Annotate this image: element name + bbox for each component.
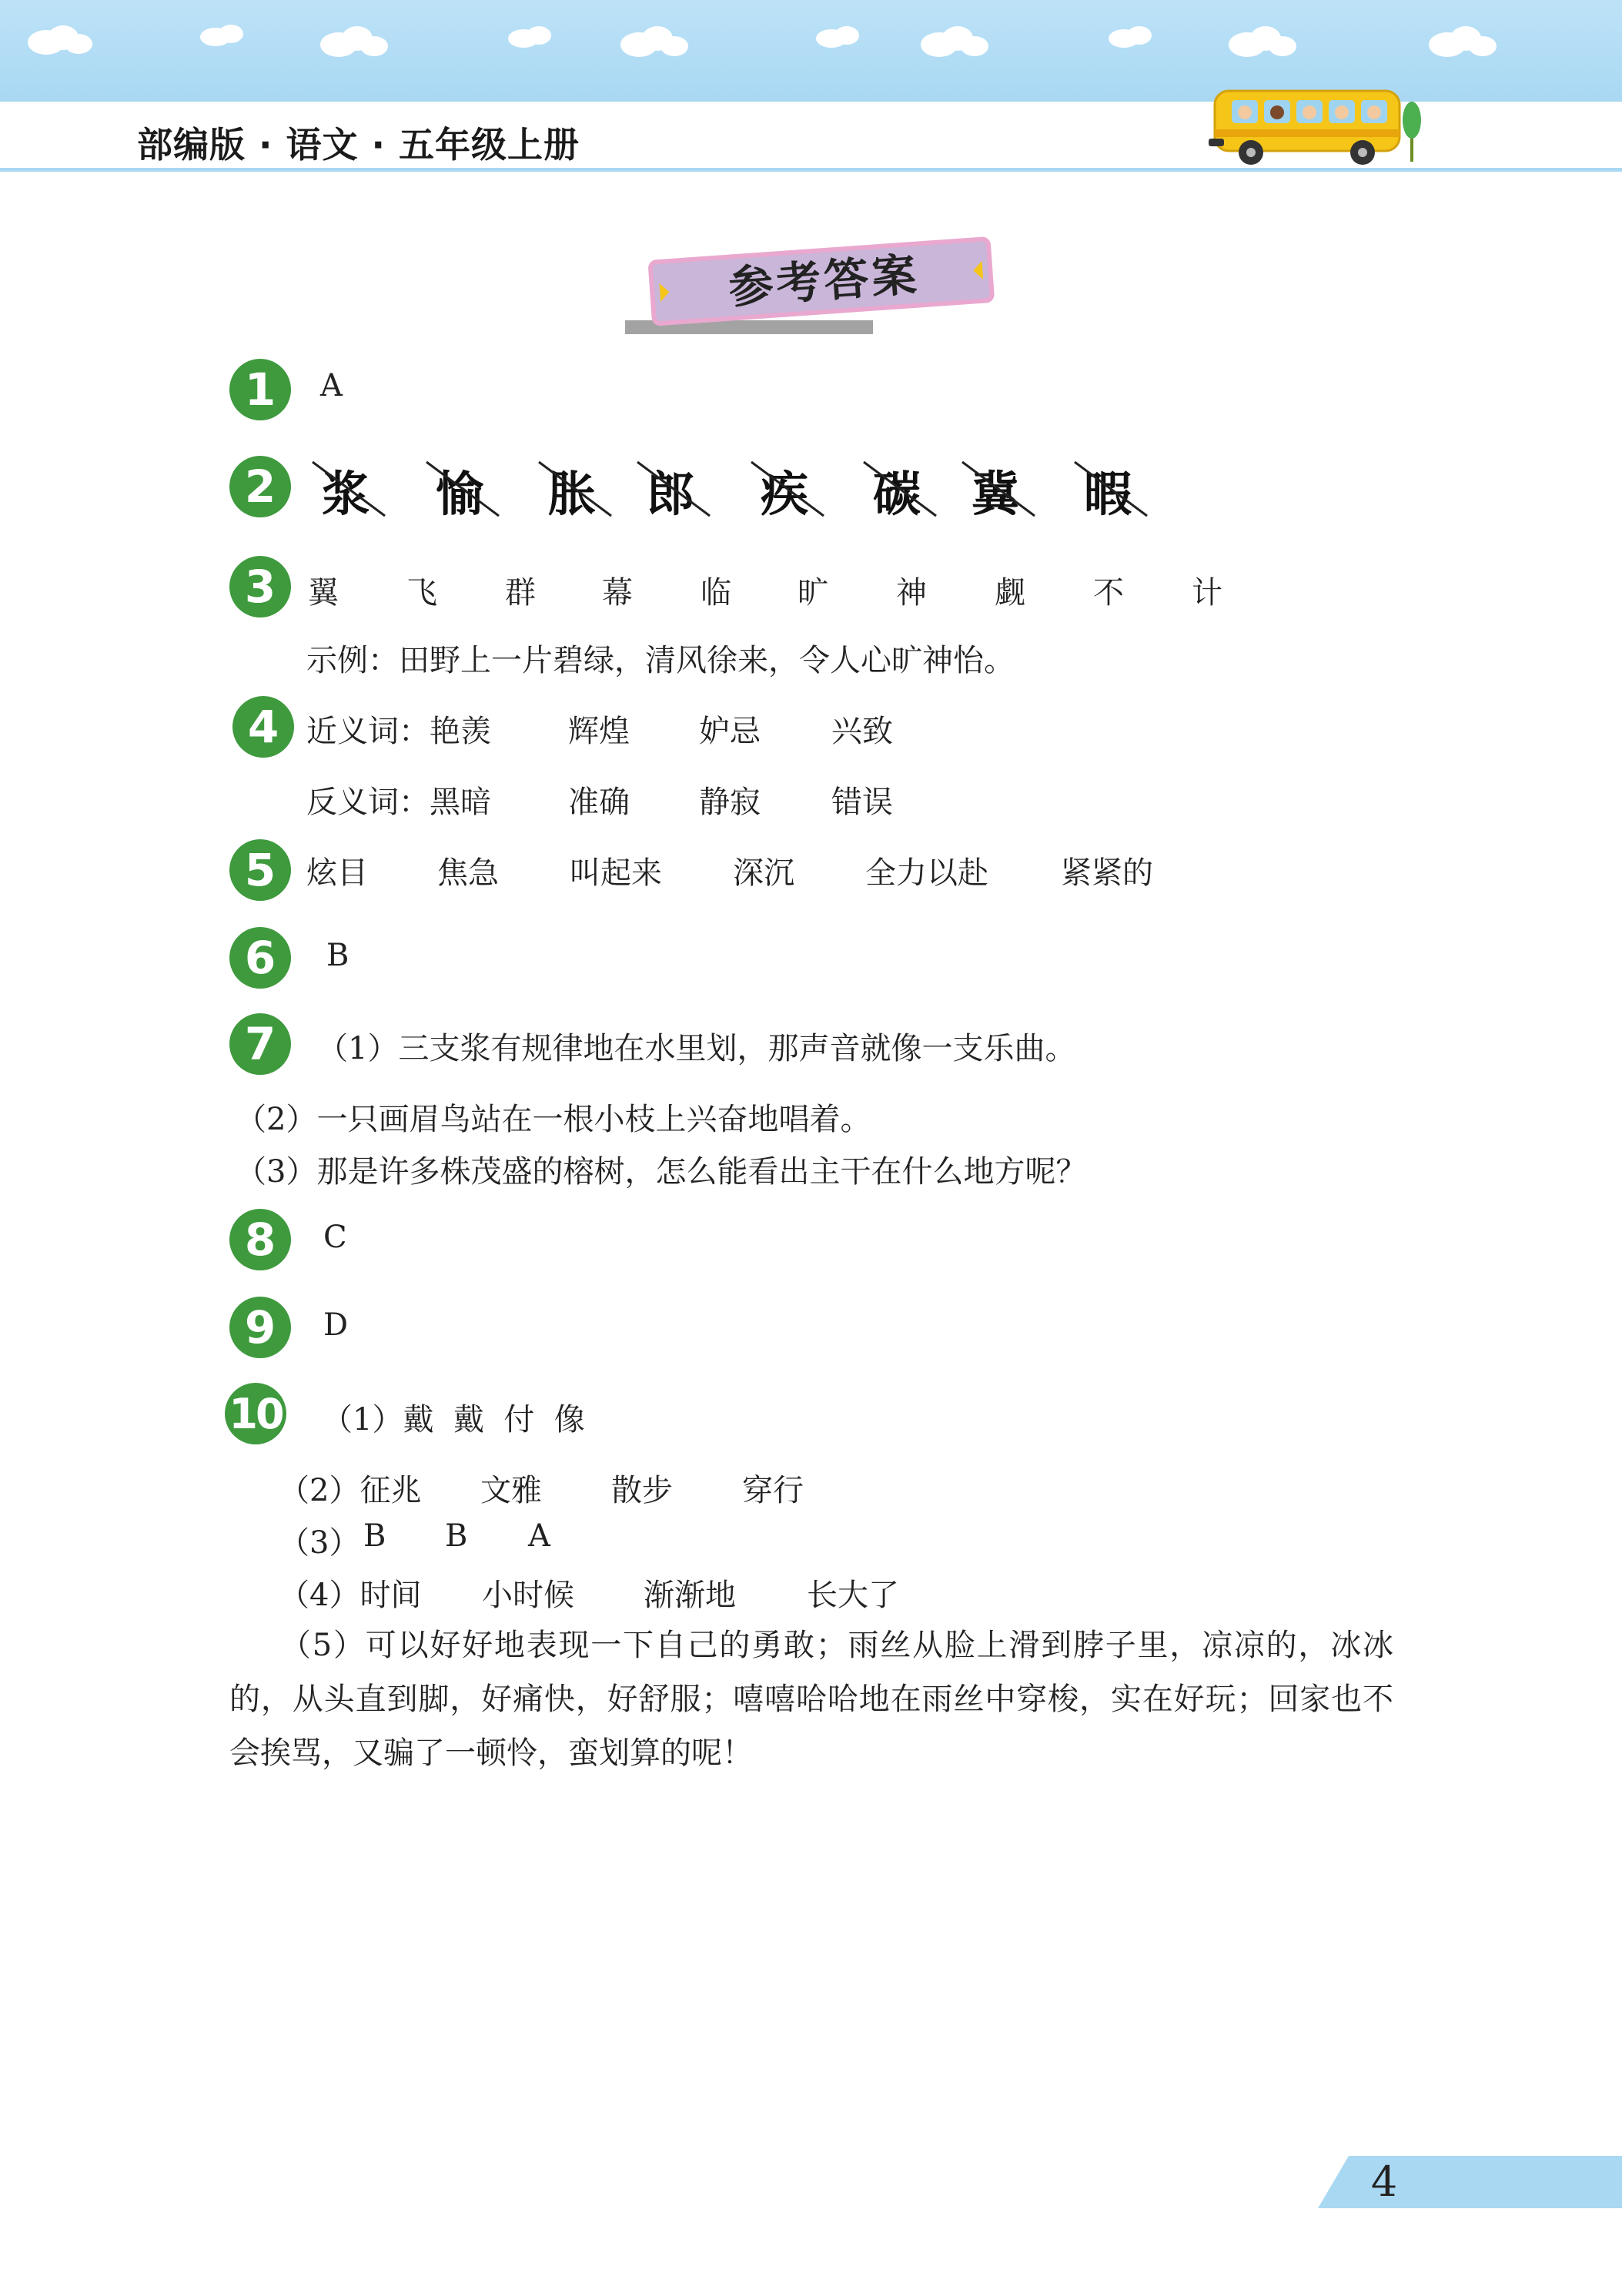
word: 长大了 [807,1578,899,1613]
answer-7-line-3: （3）那是许多株茂盛的榕树，怎么能看出主干在什么地方呢？ [236,1154,1087,1190]
word: 渐渐地 [644,1578,736,1613]
word: 焦急 [437,855,499,891]
question-number-7: 7 [229,1013,291,1075]
page-number: 4 [1370,2157,1398,2206]
word: 旷 [798,575,828,611]
choice: A [528,1518,550,1554]
antonym: 静寂 [699,785,761,820]
word: 全力以赴 [865,855,988,891]
word: 幕 [602,575,633,611]
strike-char: 碳 [873,466,921,522]
choice: B [445,1518,468,1554]
synonym: 妒忌 [699,714,761,749]
question-number-4: 4 [232,696,294,758]
answer-8: C [323,1220,347,1255]
answer-1: A [320,368,343,403]
word: 飞 [406,575,437,611]
question-number-3: 3 [229,556,291,618]
answer-7-line-2: （2）一只画眉鸟站在一根小枝上兴奋地唱着。 [236,1102,871,1137]
banner-title: 参考答案 [727,248,921,314]
answer-10-line-2-label: （2）征兆 [279,1473,422,1508]
answer-3-example: 示例：田野上一片碧绿，清风徐来，令人心旷神怡。 [306,643,1015,678]
word: 散步 [611,1473,673,1508]
book-title: 部编版 · 语文 · 五年级上册 [137,124,580,166]
antonyms-label: 反义词：黑暗 [306,785,491,820]
synonym: 兴致 [831,714,893,749]
word: 深沉 [733,855,794,891]
word: 觑 [995,575,1025,611]
word: 不 [1093,575,1124,611]
strike-char: 郎 [647,466,695,522]
answer-6: B [326,938,349,973]
question-number-2: 2 [229,456,291,517]
question-number-8: 8 [229,1209,291,1270]
antonym: 错误 [831,785,893,820]
question-number-1: 1 [229,359,291,420]
answer-10-line-4-label: （4）时间 [279,1578,422,1613]
strike-char: 胀 [548,466,597,522]
word: 临 [701,575,731,611]
question-number-9: 9 [229,1297,291,1358]
word: 穿行 [742,1473,804,1508]
choice: B [363,1518,386,1554]
strike-char: 疾 [761,466,809,522]
word: 神 [896,575,927,611]
synonym: 辉煌 [568,714,630,749]
strike-char: 暇 [1084,466,1132,522]
strike-char: 冀 [972,466,1020,522]
strike-lines [308,454,1155,524]
word: 翼 [308,575,339,611]
word: 计 [1192,575,1222,611]
word: 叫起来 [570,855,662,891]
antonym: 准确 [568,785,630,820]
word: 炫目 [306,855,368,891]
word: 小时候 [482,1578,574,1613]
answer-10-line-3-label: （3） [279,1525,360,1561]
word: 紧紧的 [1061,855,1153,891]
word: 群 [505,575,536,611]
school-bus-icon [1209,77,1440,173]
strike-char: 愉 [436,466,484,522]
strike-char: 浆 [322,466,370,522]
answer-9: D [323,1307,349,1343]
answer-10-line-5: （5）可以好好地表现一下自己的勇敢；雨丝从脸上滑到脖子里，凉凉的，冰冰的，从头直到脚，好痛快，好舒服；嘻嘻哈哈地在雨丝中穿梭，实在好玩；回家也不会挨骂，又骗了一顿怜，蛮划算的呢！ [229,1628,1393,1771]
synonyms-label: 近义词：艳羡 [306,714,491,749]
answer-7-line-1: （1）三支浆有规律地在水里划，那声音就像一支乐曲。 [317,1031,1076,1066]
question-number-6: 6 [229,927,291,989]
answer-10-line-1: （1）戴 戴 付 像 [322,1402,585,1438]
question-number-10: 10 [225,1383,286,1444]
word: 文雅 [480,1473,542,1508]
question-number-5: 5 [229,839,291,901]
